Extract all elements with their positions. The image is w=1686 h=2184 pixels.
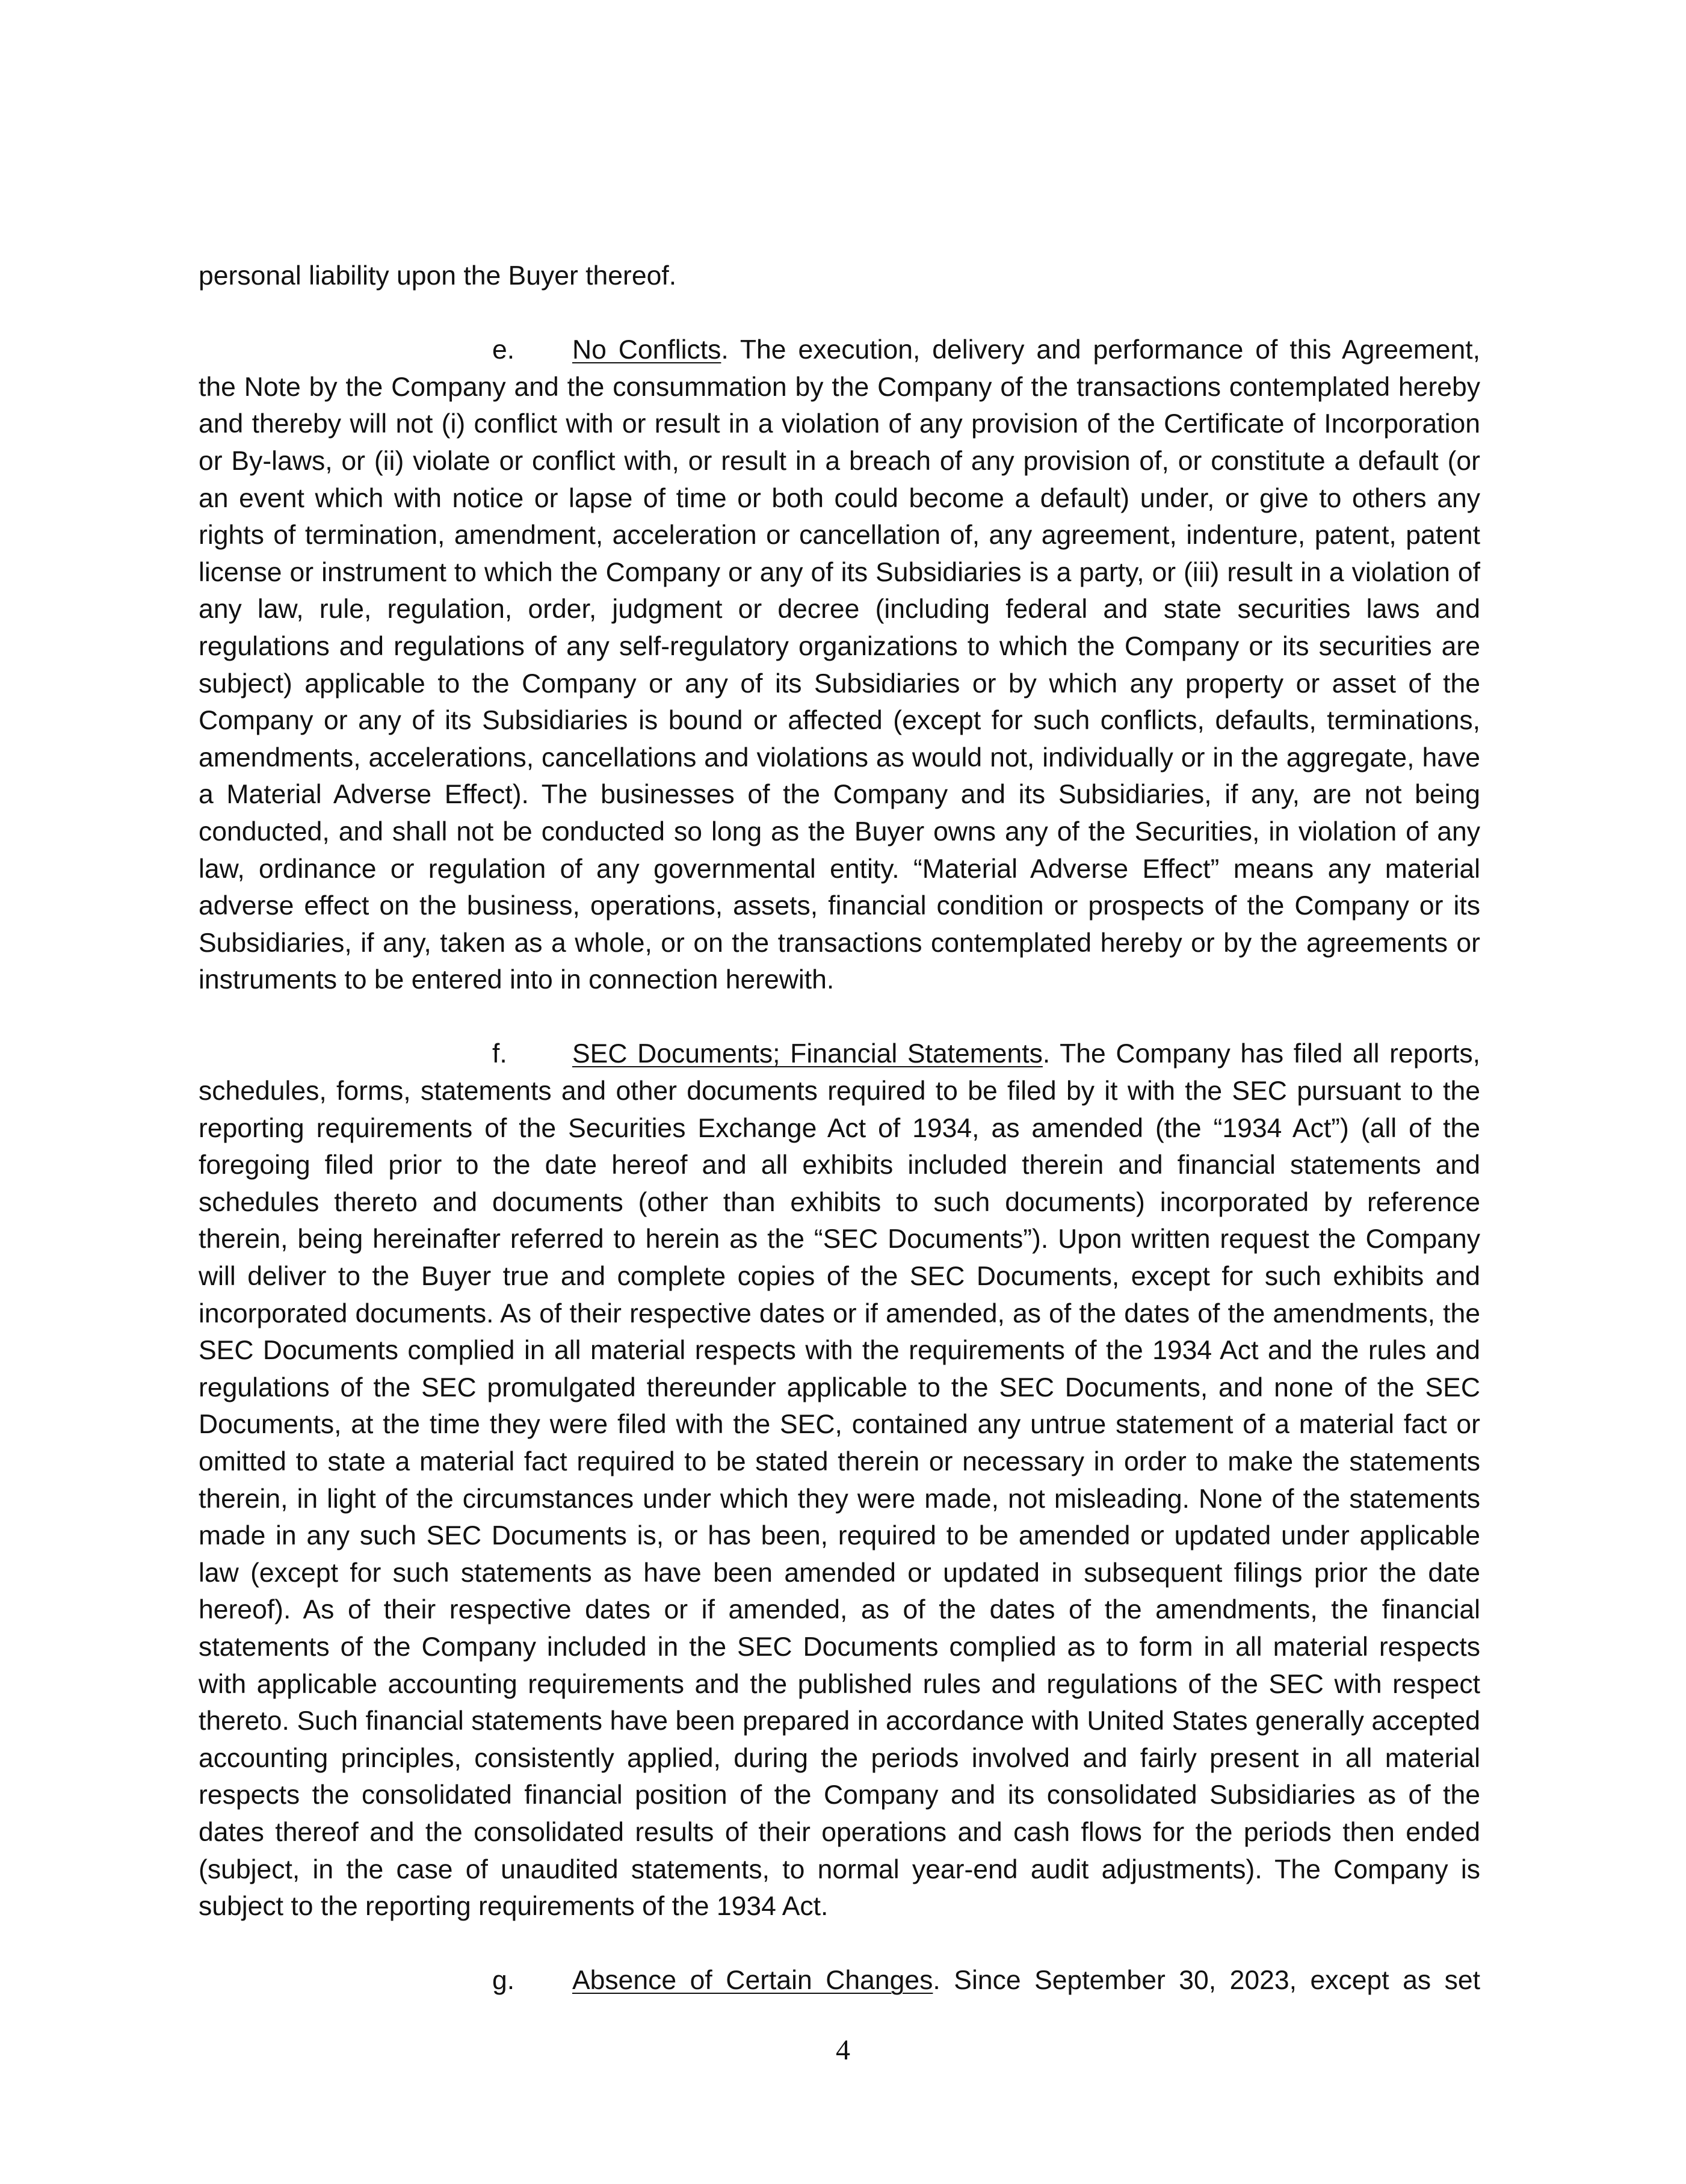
section-f-paragraph	[199, 1035, 1480, 1925]
section-f-marker: f.	[492, 1039, 507, 1069]
paragraph-gap	[199, 1925, 1480, 1963]
section-g-paragraph	[199, 1962, 1480, 1999]
section-e-marker: e.	[492, 335, 515, 365]
continuation-paragraph: personal liability upon the Buyer thereof.	[199, 261, 677, 291]
section-g-marker: g.	[492, 1966, 515, 1996]
section-e-paragraph	[199, 332, 1480, 999]
section-e-heading: No Conflicts	[572, 335, 721, 365]
section-g-heading: Absence of Certain Changes	[572, 1966, 933, 1996]
page-number: 4	[836, 2034, 850, 2066]
section-f-heading: SEC Documents; Financial Statements	[572, 1039, 1043, 1069]
section-e-body: . The execution, delivery and performance of this Agreement, the Note by the Company and the consummation by the Company of the transactions contemplated hereby and thereby will not (i) conflict with or result in a violation of any provision of the Certificate of Incorporation or By-laws, or (ii) violate or conflict with, or result in a breach of any provision of, or constitute a default (or an event which with notice or lapse of time or both could become a default) under, or give to others any rights of termination, amendment, acceleration or cancellation of, any agreement, indenture, patent, patent license or instrument to which the Company or any of its Subsidiaries is a party, or (iii) result in a violation of any law, rule, regulation, order, judgment or decree (including federal and state securities laws and regulations and regulations of any self-regulatory organizations to which the Company or its securities are subject) applicable to the Company or any of its Subsidiaries or by which any property or asset of the Company or any of its Subsidiaries is bound or affected (except for such conflicts, defaults, terminations, amendments, accelerations, cancellations and violations as would not, individually or in the aggregate, have a Material Adverse Effect). The businesses of the Company and its Subsidiaries, if any, are not being conducted, and shall not be conducted so long as the Buyer owns any of the Securities, in violation of any law, ordinance or regulation of any governmental entity. “Material Adverse Effect” means any material adverse effect on the business, operations, assets, financial condition or prospects of the Company or its Subsidiaries, if any, taken as a whole, or on the transactions contemplated hereby or by the agreements or instruments to be entered into in connection herewith.	[199, 335, 1480, 995]
document-body	[199, 258, 1480, 1999]
section-f-body: . The Company has filed all reports, schedules, forms, statements and other documents required to be filed by it with the SEC pursuant to the reporting requirements of the Securities Exchange Act of 1934, as amended (the “1934 Act”) (all of the foregoing filed prior to the date hereof and all exhibits included therein and financial statements and schedules thereto and documents (other than exhibits to such documents) incorporated by reference therein, being hereinafter referred to herein as the “SEC Documents”). Upon written request the Company will deliver to the Buyer true and complete copies of the SEC Documents, except for such exhibits and incorporated documents. As of their respective dates or if amended, as of the dates of the amendments, the SEC Documents complied in all material respects with the requirements of the 1934 Act and the rules and regulations of the SEC promulgated thereunder applicable to the SEC Documents, and none of the SEC Documents, at the time they were filed with the SEC, contained any untrue statement of a material fact or omitted to state a material fact required to be stated therein or necessary in order to make the statements therein, in light of the circumstances under which they were made, not misleading. None of the statements made in any such SEC Documents is, or has been, required to be amended or updated under applicable law (except for such statements as have been amended or updated in subsequent filings prior the date hereof). As of their respective dates or if amended, as of the dates of the amendments, the financial statements of the Company included in the SEC Documents complied as to form in all material respects with applicable accounting requirements and the published rules and regulations of the SEC with respect thereto. Such financial statements have been prepared in accordance with United States generally accepted accounting principles, consistently applied, during the periods involved and fairly present in all material respects the consolidated financial position of the Company and its consolidated Subsidiaries as of the dates thereof and the consolidated results of their operations and cash flows for the periods then ended (subject, in the case of unaudited statements, to normal year-end audit adjustments). The Company is subject to the reporting requirements of the 1934 Act.	[199, 1039, 1480, 1922]
paragraph-gap	[199, 999, 1480, 1036]
section-g-body: . Since September 30, 2023, except as set	[933, 1966, 1481, 1996]
paragraph-gap	[199, 295, 1480, 332]
